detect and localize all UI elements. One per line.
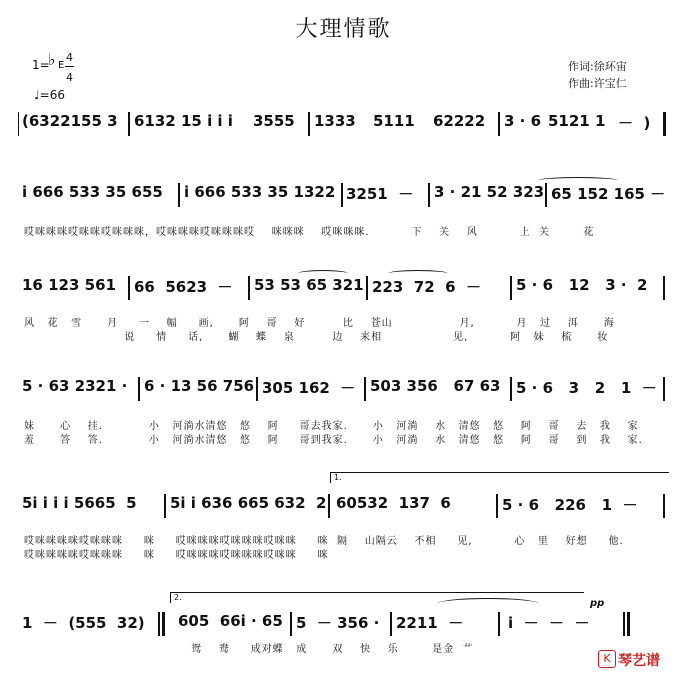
measure: 5121 1 bbox=[548, 112, 606, 130]
measure: 16 123 561 bbox=[22, 276, 116, 294]
barline bbox=[510, 276, 512, 300]
measure: 6 · 13 56 756 bbox=[144, 377, 255, 395]
second-ending-bracket: 2. bbox=[170, 592, 584, 603]
barline bbox=[428, 183, 430, 207]
barline bbox=[290, 612, 292, 636]
measure: 5i i 636 665 632 2 bbox=[170, 494, 327, 512]
barline bbox=[496, 494, 498, 518]
lyricist-credit: 作词:徐环宙 bbox=[568, 60, 627, 73]
barline bbox=[138, 377, 140, 401]
barline bbox=[178, 183, 180, 207]
barline bbox=[663, 377, 665, 401]
slur bbox=[388, 270, 448, 277]
lyric-line: 哎咪咪咪咪哎咪咪咪 咪 哎咪咪咪哎咪咪咪哎咪咪 咪 隔 山隔云 不相 见, 心 里 好想 他. bbox=[24, 536, 624, 547]
flat-symbol: ♭ bbox=[48, 50, 56, 69]
measure: 5i i i i 5665 5 bbox=[22, 494, 137, 512]
measure: 62222 bbox=[433, 112, 486, 130]
measure: 5 － 356 · bbox=[296, 614, 380, 632]
barline bbox=[256, 377, 258, 401]
barline bbox=[164, 494, 166, 518]
barline bbox=[498, 612, 500, 636]
measure: 3 · 6 bbox=[504, 112, 542, 130]
measure: 5111 bbox=[373, 112, 415, 130]
barline bbox=[128, 112, 130, 136]
measure: 5 · 6 3 2 1 － bbox=[516, 379, 657, 397]
measure: 223 72 6 － bbox=[372, 278, 481, 296]
measure: 60532 137 6 bbox=[336, 494, 451, 512]
time-signature-divider bbox=[65, 66, 74, 67]
lyric-line: 说 情 话, 蝴 蝶 泉 边 来相 见, 阿 妹 梳 妆 bbox=[24, 332, 609, 343]
measure: 3 · 21 52 323 bbox=[434, 183, 545, 201]
time-signature-numerator: 4 bbox=[66, 51, 73, 64]
barline bbox=[545, 183, 547, 207]
barline bbox=[390, 612, 392, 636]
lyric-line: 鸳 鸯 成对蝶 成 双 快 乐 是金 艹 bbox=[24, 644, 474, 655]
lyric-line: 妹 心 挂. 小 河淌水清悠 悠 阿 哥去我家. 小 河淌 水 清悠 悠 阿 哥 去 我 家 bbox=[24, 421, 639, 432]
end-barline-thick bbox=[627, 612, 630, 636]
barline bbox=[328, 494, 330, 518]
measure: (6322155 3 bbox=[22, 112, 118, 130]
barline bbox=[18, 112, 19, 136]
lyric-line: 风 花 雪 月 一 幅 画, 阿 哥 好 比 苍山 月, 月 过 洱 海 bbox=[24, 318, 615, 329]
barline bbox=[663, 494, 665, 518]
repeat-barline bbox=[158, 612, 160, 636]
measure: 6132 15 i i i bbox=[134, 112, 233, 130]
repeat-barline-thick bbox=[162, 612, 165, 636]
measure: i 666 533 35 1322 bbox=[184, 183, 336, 201]
watermark-text: 琴艺谱 bbox=[618, 653, 660, 669]
barline bbox=[364, 377, 366, 401]
barline bbox=[128, 276, 130, 300]
barline bbox=[308, 112, 310, 136]
page-title: 大理情歌 bbox=[295, 17, 392, 42]
first-ending-bracket: 1. bbox=[330, 472, 669, 483]
measure: 305 162 － bbox=[262, 379, 356, 397]
end-barline-thin bbox=[623, 612, 625, 636]
end-barline bbox=[663, 112, 666, 136]
measure: 65 152 165 － bbox=[551, 185, 666, 203]
measure: 1333 bbox=[314, 112, 356, 130]
time-signature-denominator: 4 bbox=[66, 71, 73, 84]
slur bbox=[298, 270, 348, 277]
dynamic-marking: pp bbox=[590, 598, 605, 609]
lyric-line: 哎咪咪咪咪哎咪咪咪 咪 哎咪咪咪哎咪咪咪哎咪咪 咪 bbox=[24, 550, 329, 561]
barline bbox=[341, 183, 343, 207]
measure: 1 － (555 32) bbox=[22, 614, 145, 632]
slur bbox=[538, 177, 618, 184]
measure: 605 66i · 65 bbox=[178, 612, 283, 630]
measure: 3555 bbox=[253, 112, 295, 130]
composer-credit: 作曲:许宝仁 bbox=[568, 77, 627, 90]
measure: 5 · 6 12 3 · 2 bbox=[516, 276, 648, 294]
measure: 503 356 67 63 bbox=[370, 377, 501, 395]
measure: i 666 533 35 655 bbox=[22, 183, 163, 201]
barline bbox=[663, 276, 665, 300]
quarter-note-icon: ♩ bbox=[34, 88, 40, 102]
watermark-logo-icon: K bbox=[598, 650, 616, 668]
key-letter: E bbox=[58, 60, 65, 71]
measure: 66 5623 － bbox=[134, 278, 233, 296]
tie bbox=[438, 598, 538, 609]
measure: 53 53 65 321 bbox=[254, 276, 364, 294]
lyric-line: 哎咪咪咪哎咪咪哎咪咪咪，哎咪咪咪哎咪咪咪哎 咪咪咪 哎咪咪咪. 下 关 风 上 关 花 bbox=[24, 227, 595, 238]
measure: 2211 － bbox=[396, 614, 464, 632]
lyric-line: 羞 答 答. 小 河淌水清悠 悠 阿 哥到我家. 小 河淌 水 清悠 悠 阿 哥 到 我 家. bbox=[24, 435, 643, 446]
barline bbox=[248, 276, 250, 300]
measure: 5 · 63 2321 · bbox=[22, 377, 128, 395]
measure: 3251 － bbox=[346, 185, 414, 203]
tempo-marking bbox=[34, 88, 65, 102]
key-signature-prefix: 1= bbox=[32, 58, 50, 72]
barline bbox=[366, 276, 368, 300]
barline bbox=[498, 112, 500, 136]
tempo-value: =66 bbox=[39, 88, 65, 102]
measure: － ) bbox=[618, 114, 651, 132]
measure: i － － － bbox=[508, 614, 590, 632]
measure: 5 · 6 226 1 － bbox=[502, 496, 638, 514]
barline bbox=[510, 377, 512, 401]
